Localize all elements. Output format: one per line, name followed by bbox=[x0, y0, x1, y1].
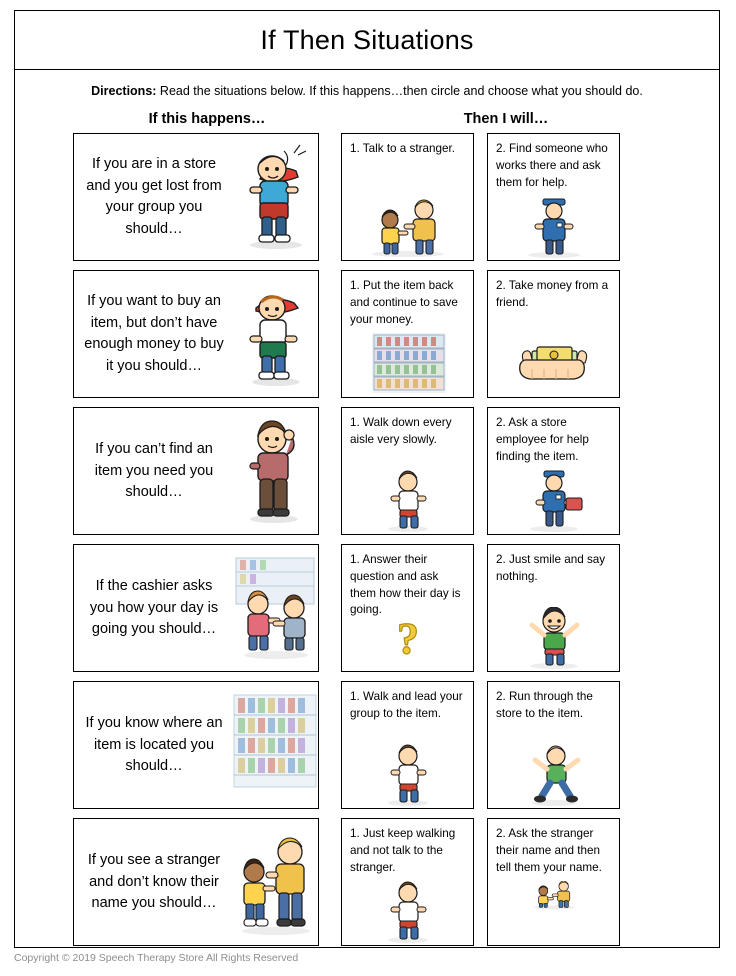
table-row bbox=[15, 544, 719, 672]
rows-grid bbox=[15, 133, 719, 946]
situation-text: If you are in a store and you get lost from your group you should… bbox=[86, 155, 222, 238]
situation-card[interactable] bbox=[73, 407, 319, 535]
boy-and-stranger-icon bbox=[232, 826, 318, 938]
choice-card[interactable] bbox=[341, 270, 474, 398]
directions-text: Read the situations below. If this happens…then circle and choose what you should do. bbox=[156, 84, 643, 98]
choice-text: 1. Just keep walking and not talk to the stranger. bbox=[350, 827, 456, 874]
choices bbox=[341, 818, 620, 946]
worksheet-page bbox=[14, 10, 720, 948]
happy-boy-icon bbox=[488, 607, 619, 669]
column-headers bbox=[15, 107, 719, 133]
svg-text:?: ? bbox=[397, 614, 419, 664]
choice-card[interactable] bbox=[341, 133, 474, 261]
choice-card[interactable] bbox=[341, 407, 474, 535]
table-row bbox=[15, 818, 719, 946]
choice-card[interactable] bbox=[487, 270, 620, 398]
situation-text: If you know where an item is located you should… bbox=[85, 714, 223, 775]
boy-walking-icon bbox=[342, 744, 473, 806]
choice-text: 2. Find someone who works there and ask them for help. bbox=[496, 142, 608, 189]
choice-text: 2. Take money from a friend. bbox=[496, 279, 609, 309]
situation-text: If you can’t find an item you need you should… bbox=[94, 440, 214, 501]
situation-text: If the cashier asks you how your day is going you should… bbox=[89, 577, 219, 638]
directions bbox=[15, 70, 719, 107]
choice-text: 1. Answer their question and ask them how their day is going. bbox=[350, 553, 461, 617]
situation-card[interactable] bbox=[73, 133, 319, 261]
choice-card[interactable] bbox=[487, 407, 620, 535]
choice-text: 1. Walk down every aisle very slowly. bbox=[350, 416, 452, 446]
choices bbox=[341, 270, 620, 398]
table-row bbox=[15, 407, 719, 535]
choice-text: 1. Put the item back and continue to save your money. bbox=[350, 279, 458, 326]
choice-text: 1. Talk to a stranger. bbox=[350, 142, 456, 156]
choice-card[interactable] bbox=[487, 133, 620, 261]
store-employee-box-icon bbox=[488, 470, 619, 532]
child-lost-in-store-icon bbox=[232, 141, 318, 253]
choice-card[interactable] bbox=[341, 818, 474, 946]
choices bbox=[341, 133, 620, 261]
choice-text: 2. Run through the store to the item. bbox=[496, 690, 593, 720]
cashier-and-customer-icon bbox=[232, 552, 318, 664]
choice-text: 2. Ask the stranger their name and then tell them your name. bbox=[496, 827, 602, 874]
page-title: If Then Situations bbox=[15, 11, 719, 70]
choices bbox=[341, 407, 620, 535]
man-talking-to-boy-icon bbox=[342, 196, 473, 258]
choice-card[interactable] bbox=[341, 681, 474, 809]
table-row bbox=[15, 270, 719, 398]
copyright-notice: Copyright © 2019 Speech Therapy Store All Rights Reserved bbox=[14, 952, 299, 964]
column-header-then: Then I will… bbox=[463, 111, 549, 128]
situation-card[interactable] bbox=[73, 270, 319, 398]
choice-card[interactable] bbox=[487, 544, 620, 672]
man-thinking-icon bbox=[232, 415, 318, 527]
store-shelves-icon bbox=[342, 333, 473, 395]
man-talking-to-boy-icon bbox=[488, 881, 619, 943]
situation-card[interactable] bbox=[73, 681, 319, 809]
situation-card[interactable] bbox=[73, 544, 319, 672]
choice-text: 2. Ask a store employee for help finding the item. bbox=[496, 416, 589, 463]
table-row bbox=[15, 681, 719, 809]
hands-holding-money-icon bbox=[488, 333, 619, 395]
choice-card[interactable] bbox=[341, 544, 474, 672]
store-aisle-icon bbox=[232, 689, 318, 801]
choice-card[interactable] bbox=[487, 818, 620, 946]
boy-walking-icon bbox=[342, 470, 473, 532]
directions-label: Directions: bbox=[91, 84, 157, 98]
situation-card[interactable] bbox=[73, 818, 319, 946]
boy-empty-pockets-icon bbox=[232, 278, 318, 390]
choices bbox=[341, 544, 620, 672]
column-header-if: If this happens… bbox=[148, 111, 266, 128]
situation-text: If you want to buy an item, but don’t have enough money to buy it you should… bbox=[84, 292, 224, 375]
boy-walking-icon bbox=[342, 881, 473, 943]
choice-text: 2. Just smile and say nothing. bbox=[496, 553, 606, 583]
table-row bbox=[15, 133, 719, 261]
store-employee-icon bbox=[488, 196, 619, 258]
situation-text: If you see a stranger and don’t know their name you should… bbox=[87, 851, 221, 912]
choices bbox=[341, 681, 620, 809]
question-mark-icon bbox=[342, 607, 473, 669]
choice-card[interactable] bbox=[487, 681, 620, 809]
choice-text: 1. Walk and lead your group to the item. bbox=[350, 690, 463, 720]
boy-running-icon bbox=[488, 744, 619, 806]
